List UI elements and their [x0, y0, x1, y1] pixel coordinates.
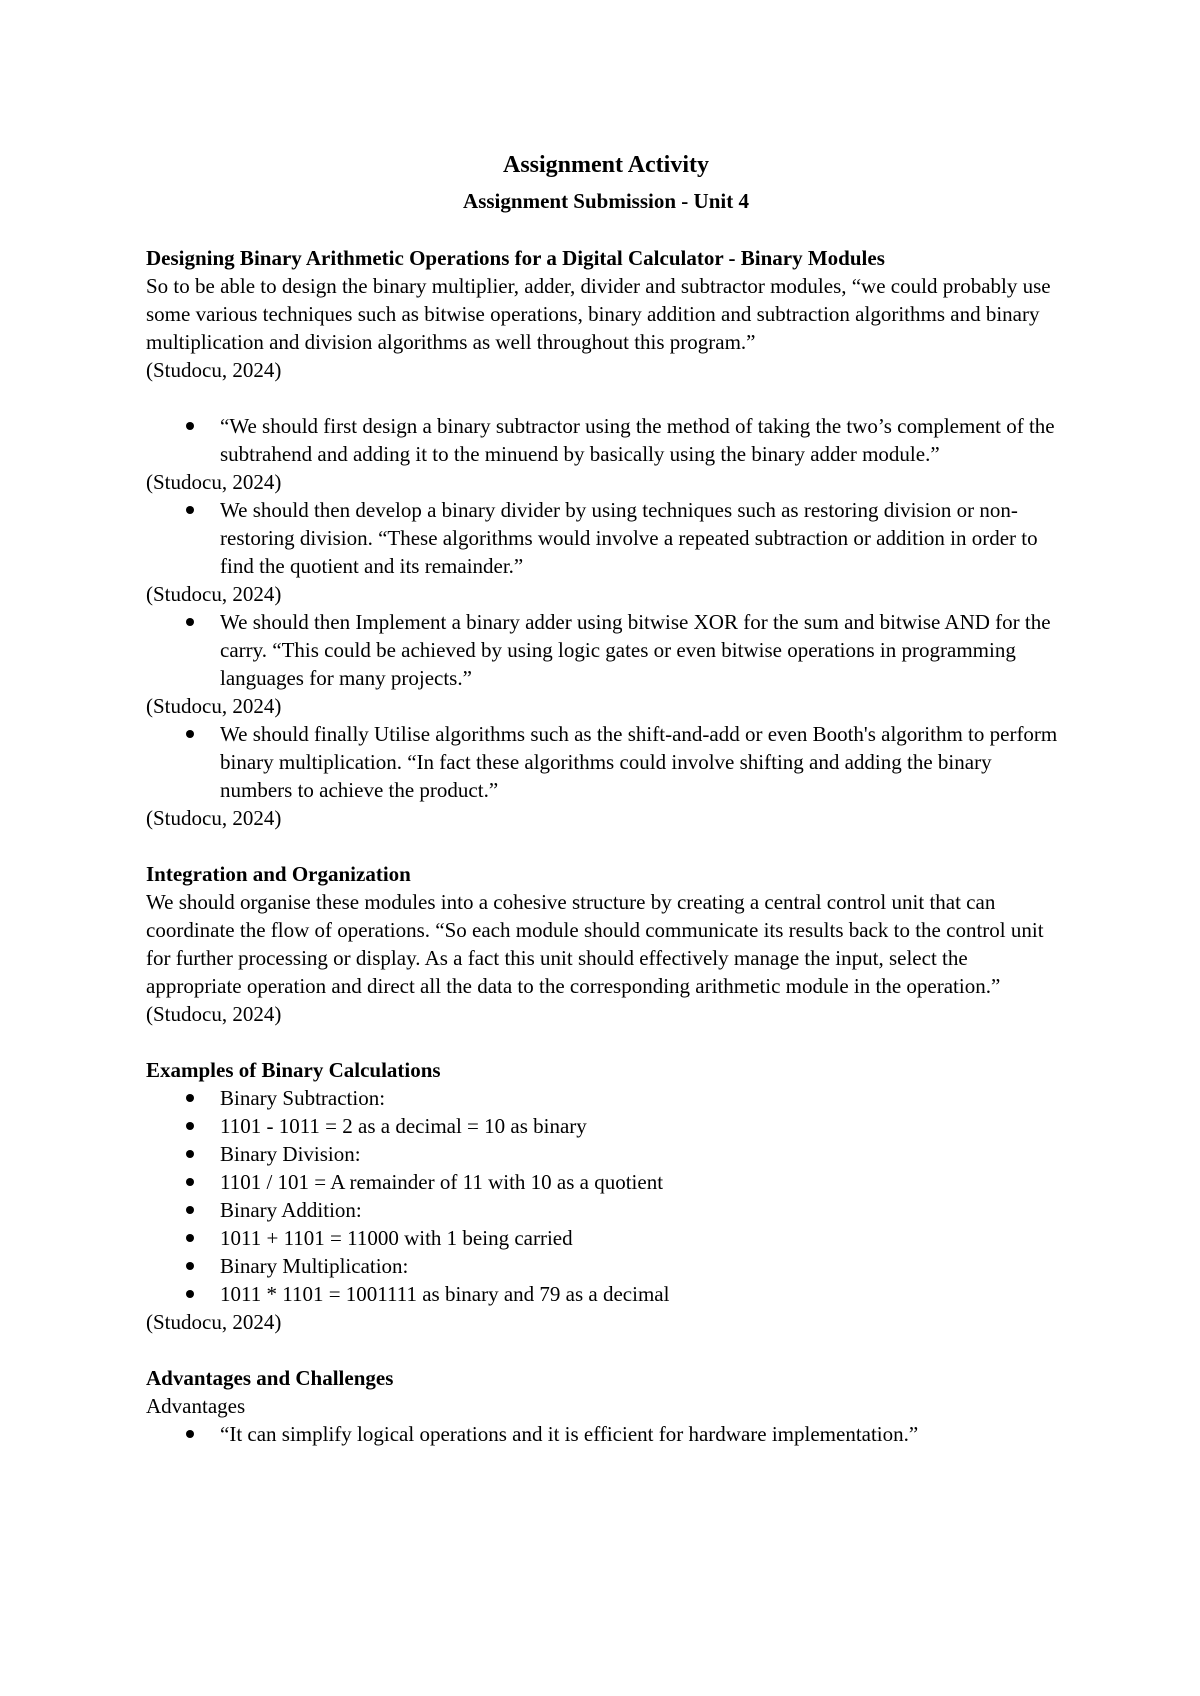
section-integration [146, 860, 1066, 1028]
list-item [146, 1252, 1066, 1280]
intro-paragraph: So to be able to design the binary multiplier, adder, divider and subtractor modules, “we could probably use some various techniques such as bitwise operations, binary addition and subtraction algorithms and binary multiplication and division algorithms as well throughout this program.” [146, 274, 1051, 354]
citation: (Studocu, 2024) [146, 582, 282, 606]
list-item-text: “We should first design a binary subtractor using the method of taking the two’s complement of the subtrahend and adding it to the minuend by basically using the binary adder module.” [220, 414, 1055, 466]
document-subtitle: Assignment Submission - Unit 4 [463, 189, 749, 213]
section-examples [146, 1056, 1066, 1336]
bullet-icon [186, 1430, 194, 1438]
list-item [146, 1168, 1066, 1196]
spacer [146, 1028, 1066, 1056]
list-item [146, 608, 1066, 692]
section-heading: Examples of Binary Calculations [146, 1058, 441, 1082]
advantages-list [146, 1420, 1066, 1448]
list-item [146, 1224, 1066, 1252]
citation: (Studocu, 2024) [146, 694, 282, 718]
bullet-icon [186, 422, 194, 430]
list-item-text: 1011 * 1101 = 1001111 as binary and 79 as a decimal [220, 1282, 670, 1306]
bullet-icon [186, 1094, 194, 1102]
module-list [146, 608, 1066, 692]
bullet-icon [186, 506, 194, 514]
section-binary-modules [146, 244, 1066, 832]
bullet-icon [186, 1262, 194, 1270]
list-item-text: Binary Addition: [220, 1198, 362, 1222]
spacer [146, 1336, 1066, 1364]
list-item [146, 1420, 1066, 1448]
bullet-icon [186, 618, 194, 626]
document-body [146, 148, 1066, 1448]
bullet-icon [186, 1234, 194, 1242]
section-heading: Designing Binary Arithmetic Operations for a Digital Calculator - Binary Modules [146, 246, 885, 270]
document-title: Assignment Activity [503, 152, 709, 178]
module-list [146, 720, 1066, 804]
list-item-text: Binary Subtraction: [220, 1086, 386, 1110]
list-item [146, 1084, 1066, 1112]
list-item-text: 1101 / 101 = A remainder of 11 with 10 as a quotient [220, 1170, 664, 1194]
integration-paragraph: We should organise these modules into a cohesive structure by creating a central control unit that can coordinate the flow of operations. “So each module should communicate its results back to the control unit for further processing or display. As a fact this unit should effectively manage the input, select the appropriate operation and direct all the data to the corresponding arithmetic module in the operation.” [146, 890, 1044, 998]
examples-list [146, 1084, 1066, 1308]
spacer [146, 384, 1066, 412]
citation: (Studocu, 2024) [146, 470, 282, 494]
section-heading: Advantages and Challenges [146, 1366, 394, 1390]
list-item [146, 720, 1066, 804]
list-item [146, 1280, 1066, 1308]
citation: (Studocu, 2024) [146, 1310, 282, 1334]
section-advantages [146, 1364, 1066, 1448]
list-item-text: We should then develop a binary divider by using techniques such as restoring division or non-restoring division. “These algorithms would involve a repeated subtraction or addition in order to find the quotient and its remainder.” [220, 498, 1038, 578]
list-item-text: Binary Multiplication: [220, 1254, 409, 1278]
list-item-text: 1101 - 1011 = 2 as a decimal = 10 as binary [220, 1114, 587, 1138]
list-item [146, 412, 1066, 468]
list-item [146, 1196, 1066, 1224]
spacer [146, 832, 1066, 860]
module-list [146, 412, 1066, 468]
bullet-icon [186, 1290, 194, 1298]
list-item [146, 1112, 1066, 1140]
bullet-icon [186, 1206, 194, 1214]
bullet-icon [186, 1122, 194, 1130]
citation: (Studocu, 2024) [146, 806, 282, 830]
list-item-text: Binary Division: [220, 1142, 361, 1166]
bullet-icon [186, 1178, 194, 1186]
module-list [146, 496, 1066, 580]
list-item-text: 1011 + 1101 = 11000 with 1 being carried [220, 1226, 573, 1250]
citation: (Studocu, 2024) [146, 1002, 282, 1026]
list-item [146, 1140, 1066, 1168]
bullet-icon [186, 1150, 194, 1158]
citation: (Studocu, 2024) [146, 358, 282, 382]
section-heading: Integration and Organization [146, 862, 411, 886]
list-item-text: We should then Implement a binary adder using bitwise XOR for the sum and bitwise AND for the carry. “This could be achieved by using logic gates or even bitwise operations in programming languages for many projects.” [220, 610, 1051, 690]
list-item-text: We should finally Utilise algorithms such as the shift-and-add or even Booth's algorithm to perform binary multiplication. “In fact these algorithms could involve shifting and adding the binary numbers to achieve the product.” [220, 722, 1058, 802]
subheading: Advantages [146, 1394, 246, 1418]
list-item-text: “It can simplify logical operations and it is efficient for hardware implementation.” [220, 1422, 919, 1446]
bullet-icon [186, 730, 194, 738]
list-item [146, 496, 1066, 580]
